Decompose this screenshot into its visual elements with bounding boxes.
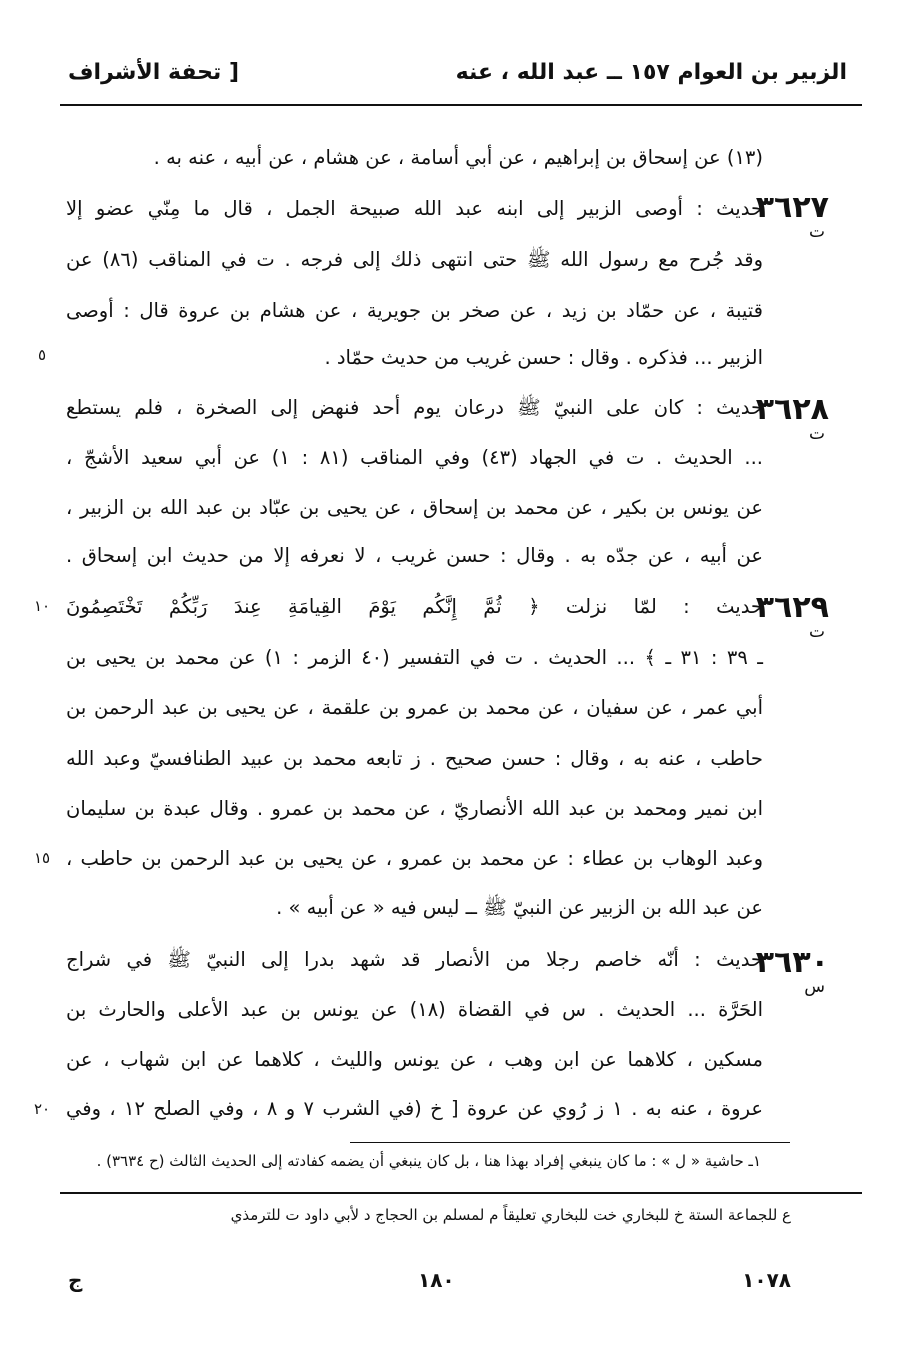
text-line: عن أبيه ، عن جدّه به . وقال : حسن غريب ، لا نعرفه إلا من حديث ابن إسحاق . bbox=[66, 544, 763, 567]
legend-rule bbox=[60, 1192, 862, 1194]
page-number-right: ١٠٧٨ bbox=[742, 1268, 791, 1292]
hadith-siglum: س bbox=[804, 977, 825, 997]
volume-letter: ج bbox=[68, 1268, 83, 1292]
text-line: الزبير ... فذكره . وقال : حسن غريب من حديث حمّاد . bbox=[324, 346, 763, 369]
text-line: ابن نمير ومحمد بن عبد الله الأنصاريّ ، عن محمد بن عمرو . وقال عبدة بن سليمان bbox=[66, 797, 763, 820]
text-line: عروة ، عنه به . ١ ز رُوي عن عروة [ خ (في الشرب ٧ و ٨ ، وفي الصلح ١٢ ، وفي bbox=[66, 1097, 763, 1120]
footnote: ١ـ حاشية « ل » : ما كان ينبغي إفراد بهذا هنا ، بل كان ينبغي أن يضمه كفادته إلى الحديث الثالث (ح ٣٦٣٤) . bbox=[96, 1152, 761, 1170]
text-line: وقد جُرح مع رسول الله ﷺ حتى انتهى ذلك إلى فرجه . ت في المناقب (٨٦) عن bbox=[66, 248, 763, 271]
text-line: حديث : أنّه خاصم رجلا من الأنصار قد شهد بدرا إلى النبيّ ﷺ في شراج bbox=[66, 948, 763, 971]
text-line: وعبد الوهاب بن عطاء : عن محمد بن عمرو ، عن يحيى بن عبد الرحمن بن حاطب ، bbox=[66, 847, 763, 870]
hadith-number: ٣٦٢٩ bbox=[755, 590, 829, 625]
text-line: عن يونس بن بكير ، عن محمد بن إسحاق ، عن يحيى بن عبّاد بن عبد الله بن الزبير ، bbox=[66, 496, 763, 519]
text-line: (١٣) عن إسحاق بن إبراهيم ، عن أبي أسامة ، عن هشام ، عن أبيه ، عنه به . bbox=[153, 146, 763, 169]
header-rule bbox=[60, 104, 862, 106]
text-line: حديث : لمّا نزلت ﴿ ثُمَّ إِنَّكُم يَوْمَ القِيامَةِ عِندَ رَبِّكُمْ تَخْتَصِمُونَ bbox=[66, 595, 763, 618]
sigla-legend: ع للجماعة الستة خ للبخاري خت للبخاري تعليقاً م لمسلم بن الحجاج د لأبي داود ت للترمذي bbox=[230, 1206, 791, 1224]
text-line: أبي عمر ، عن سفيان ، عن محمد بن عمرو بن علقمة ، عن يحيى بن عبد الرحمن بن bbox=[66, 696, 763, 719]
text-line: ... الحديث . ت في الجهاد (٤٣) وفي المناقب (٨١ : ١) عن أبي سعيد الأشجّ ، bbox=[66, 446, 763, 469]
text-line: ـ ٣٩ : ٣١ ـ ﴾ ... الحديث . ت في التفسير (٤٠ الزمر : ١) عن محمد بن يحيى بن bbox=[66, 646, 763, 669]
hadith-number: ٣٦٢٧ bbox=[755, 190, 829, 225]
hadith-number: ٣٦٣٠ bbox=[755, 945, 829, 980]
text-line: حديث : كان على النبيّ ﷺ درعان يوم أحد فنهض إلى الصخرة ، فلم يستطع bbox=[66, 396, 763, 419]
text-line: عن عبد الله بن الزبير عن النبيّ ﷺ ــ ليس فيه « عن أبيه » . bbox=[276, 896, 763, 919]
text-line: مسكين ، كلاهما عن ابن وهب ، عن يونس والليث ، كلاهما عن ابن شهاب ، عن bbox=[66, 1048, 763, 1071]
running-header-left: [ تحفة الأشراف bbox=[68, 60, 240, 85]
margin-line-number: ٥ bbox=[38, 346, 47, 364]
running-header-right: الزبير بن العوام ١٥٧ ــ عبد الله ، عنه bbox=[455, 60, 847, 85]
hadith-siglum: ت bbox=[808, 424, 825, 444]
hadith-siglum: ت bbox=[808, 222, 825, 242]
footnote-rule bbox=[350, 1142, 790, 1143]
text-line: الحَرَّة ... الحديث . س في القضاة (١٨) عن يونس بن عبد الأعلى والحارث بن bbox=[66, 998, 763, 1021]
margin-line-number: ٢٠ bbox=[34, 1100, 51, 1118]
page-number-center: ١٨٠ bbox=[418, 1268, 455, 1292]
text-line: حديث : أوصى الزبير إلى ابنه عبد الله صبيحة الجمل ، قال ما مِنّي عضو إلا bbox=[66, 197, 763, 220]
hadith-number: ٣٦٢٨ bbox=[755, 392, 829, 427]
margin-line-number: ١٠ bbox=[34, 597, 51, 615]
text-line: حاطب ، عنه به ، وقال : حسن صحيح . ز تابعه محمد بن عبيد الطنافسيّ وعبد الله bbox=[66, 747, 763, 770]
margin-line-number: ١٥ bbox=[34, 849, 51, 867]
text-line: قتيبة ، عن حمّاد بن زيد ، عن صخر بن جويرية ، عن هشام بن عروة قال : أوصى bbox=[66, 299, 763, 322]
hadith-siglum: ت bbox=[808, 622, 825, 642]
